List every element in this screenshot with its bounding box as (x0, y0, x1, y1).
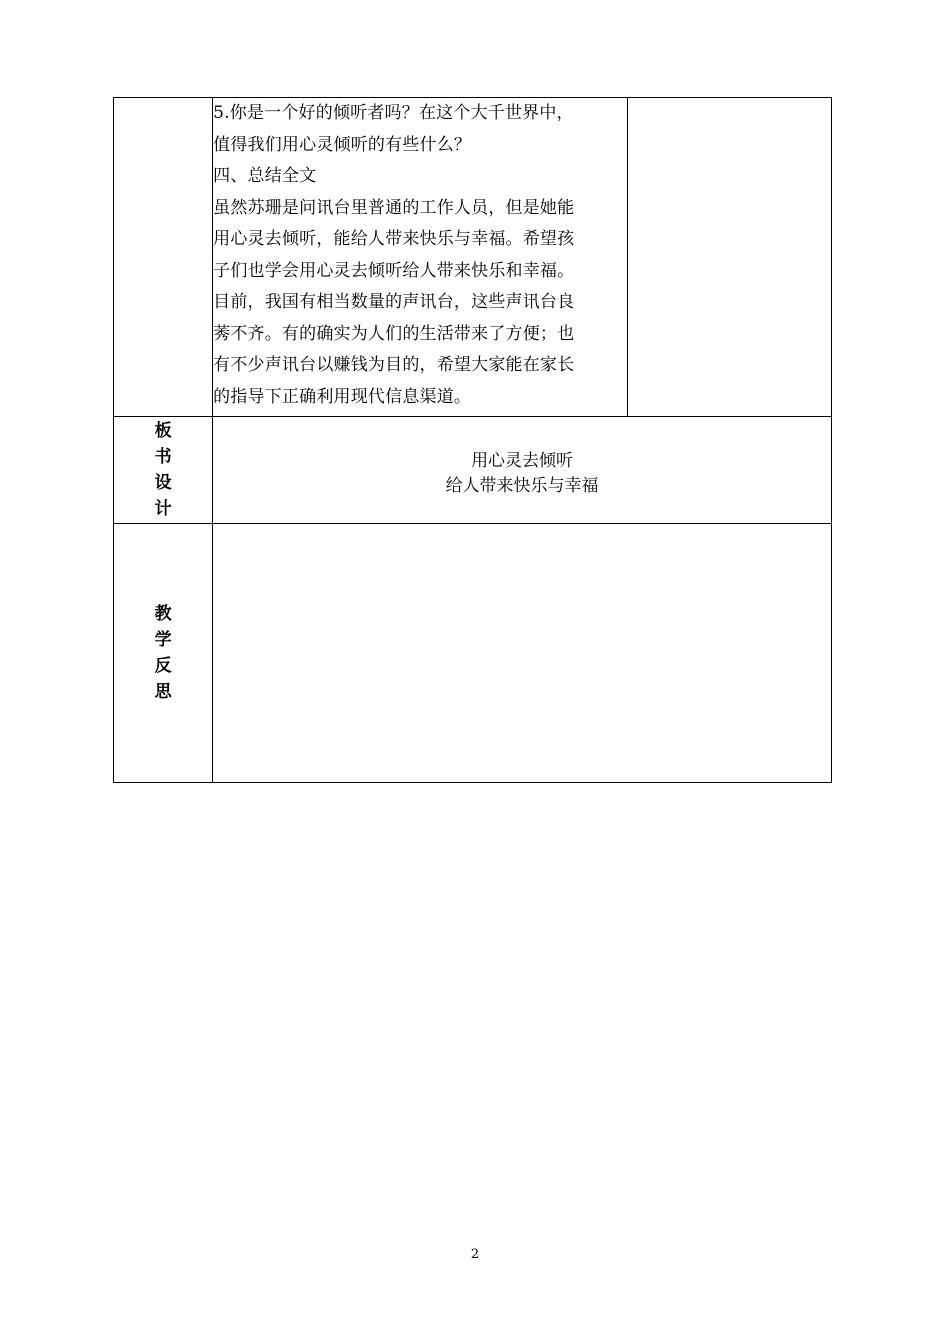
content-line: 四、总结全文 (213, 166, 317, 186)
content-line: 虽然苏珊是问讯台里普通的工作人员，但是她能 (213, 197, 575, 218)
content-line: 莠不齐。有的确实为人们的生活带来了方便；也 (213, 323, 575, 344)
board-design-cell (213, 417, 832, 524)
content-line: 的指导下正确利用现代信息渠道。 (213, 386, 472, 407)
page-number: 2 (470, 1247, 480, 1262)
content-line: 用心灵去倾听，能给人带来快乐与幸福。希望孩 (213, 229, 575, 249)
board-design-label-char: 设 (154, 473, 172, 493)
reflection-label (114, 524, 213, 783)
reflection-label-char: 思 (154, 682, 172, 702)
board-design-label-char: 板 (154, 421, 172, 441)
notes-cell (627, 98, 831, 417)
reflection-label-char: 教 (154, 604, 172, 624)
reflection-row (114, 524, 832, 783)
reflection-label-char: 学 (154, 630, 172, 650)
content-cell (213, 98, 628, 417)
board-line: 用心灵去倾听 (471, 451, 574, 471)
reflection-cell (213, 524, 832, 783)
lesson-plan-table (113, 97, 832, 783)
content-line: 5.你是一个好的倾听者吗？在这个大千世界中， (213, 103, 574, 123)
content-line: 子们也学会用心灵去倾听给人带来快乐和幸福。 (213, 260, 575, 281)
content-row (114, 98, 832, 417)
content-line: 有不少声讯台以赚钱为目的，希望大家能在家长 (213, 355, 575, 375)
board-line: 给人带来快乐与幸福 (445, 476, 599, 496)
board-design-row (114, 417, 832, 524)
board-design-label-char: 计 (154, 499, 172, 519)
board-design-label (114, 417, 213, 524)
reflection-label-char: 反 (154, 656, 172, 676)
content-line: 目前，我国有相当数量的声讯台，这些声讯台良 (213, 292, 575, 312)
board-design-label-char: 书 (154, 447, 172, 467)
content-label-cell (114, 98, 213, 417)
content-line: 值得我们用心灵倾听的有些什么？ (213, 134, 472, 155)
